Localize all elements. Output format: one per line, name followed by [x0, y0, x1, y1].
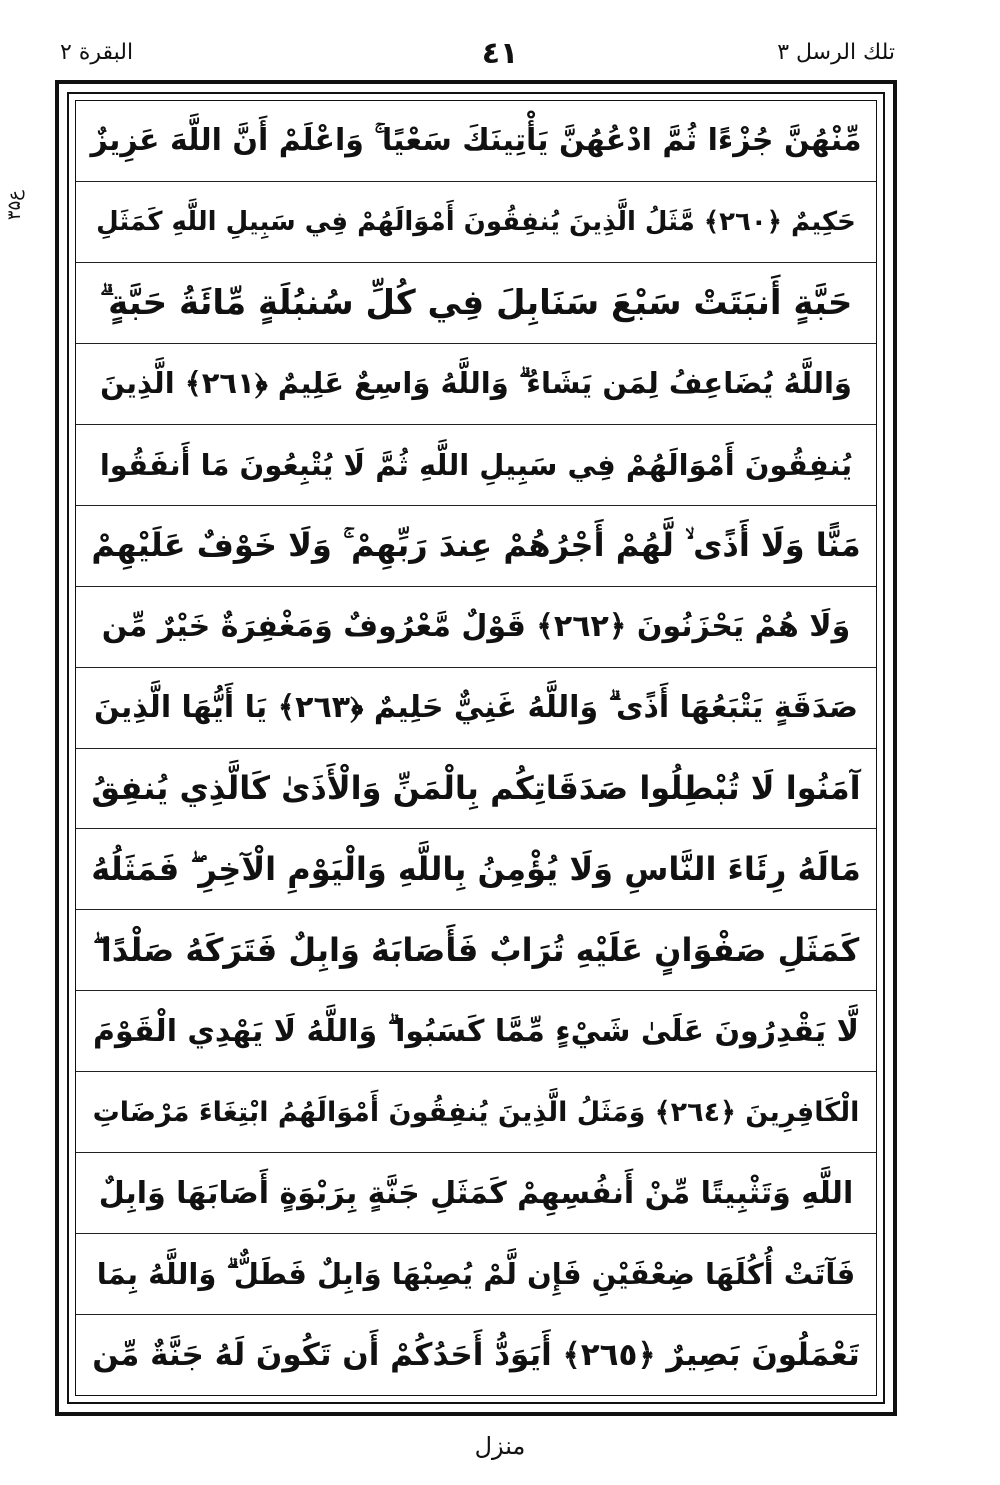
- verse-line: حَكِيمٌ ﴿٢٦٠﴾ مَّثَلُ الَّذِينَ يُنفِقُونَ أَمْوَالَهُمْ فِي سَبِيلِ اللَّهِ كَمَثَلِ: [76, 182, 876, 263]
- verse-line: وَلَا هُمْ يَحْزَنُونَ ﴿٢٦٢﴾ قَوْلٌ مَّعْرُوفٌ وَمَغْفِرَةٌ خَيْرٌ مِّن: [76, 587, 876, 668]
- verse-line: اللَّهِ وَتَثْبِيتًا مِّنْ أَنفُسِهِمْ كَمَثَلِ جَنَّةٍ بِرَبْوَةٍ أَصَابَهَا وَابِلٌ: [76, 1153, 876, 1234]
- surah-name-header: البقرة ۲: [60, 40, 134, 65]
- verse-line: مَالَهُ رِئَاءَ النَّاسِ وَلَا يُؤْمِنُ بِاللَّهِ وَالْيَوْمِ الْآخِرِ ۖ فَمَثَلُهُ: [76, 829, 876, 910]
- verse-line: مِّنْهُنَّ جُزْءًا ثُمَّ ادْعُهُنَّ يَأْتِينَكَ سَعْيًا ۚ وَاعْلَمْ أَنَّ اللَّهَ عَزِيزٌ: [76, 101, 876, 182]
- page-frame-inner: [67, 92, 885, 1404]
- verse-line: صَدَقَةٍ يَتْبَعُهَا أَذًى ۗ وَاللَّهُ غَنِيٌّ حَلِيمٌ ﴿٢٦٣﴾ يَا أَيُّهَا الَّذِينَ: [76, 668, 876, 749]
- verse-line: مَنًّا وَلَا أَذًى ۙ لَّهُمْ أَجْرُهُمْ عِندَ رَبِّهِمْ ۚ وَلَا خَوْفٌ عَلَيْهِمْ: [76, 506, 876, 587]
- page-frame: [55, 80, 897, 1416]
- verse-line: يُنفِقُونَ أَمْوَالَهُمْ فِي سَبِيلِ اللَّهِ ثُمَّ لَا يُتْبِعُونَ مَا أَنفَقُوا: [76, 425, 876, 506]
- verse-line: كَمَثَلِ صَفْوَانٍ عَلَيْهِ تُرَابٌ فَأَصَابَهُ وَابِلٌ فَتَرَكَهُ صَلْدًا ۖ: [76, 910, 876, 991]
- verse-line: فَآتَتْ أُكُلَهَا ضِعْفَيْنِ فَإِن لَّمْ يُصِبْهَا وَابِلٌ فَطَلٌّ ۗ وَاللَّهُ بِمَا: [76, 1234, 876, 1315]
- verse-line: وَاللَّهُ يُضَاعِفُ لِمَن يَشَاءُ ۗ وَاللَّهُ وَاسِعٌ عَلِيمٌ ﴿٢٦١﴾ الَّذِينَ: [76, 344, 876, 425]
- page-number: ٤١: [481, 36, 519, 71]
- verse-line: الْكَافِرِينَ ﴿٢٦٤﴾ وَمَثَلُ الَّذِينَ يُنفِقُونَ أَمْوَالَهُمُ ابْتِغَاءَ مَرْضَاتِ: [76, 1072, 876, 1153]
- juz-name-header: تلك الرسل ۳: [777, 40, 895, 65]
- verse-line: حَبَّةٍ أَنبَتَتْ سَبْعَ سَنَابِلَ فِي كُلِّ سُنبُلَةٍ مِّائَةُ حَبَّةٍ ۗ: [76, 263, 876, 344]
- verse-line: آمَنُوا لَا تُبْطِلُوا صَدَقَاتِكُم بِالْمَنِّ وَالْأَذَىٰ كَالَّذِي يُنفِقُ: [76, 749, 876, 830]
- verse-line: تَعْمَلُونَ بَصِيرٌ ﴿٢٦٥﴾ أَيَوَدُّ أَحَدُكُمْ أَن تَكُونَ لَهُ جَنَّةٌ مِّن: [92, 1337, 860, 1374]
- verse-line: لَّا يَقْدِرُونَ عَلَىٰ شَيْءٍ مِّمَّا كَسَبُوا ۗ وَاللَّهُ لَا يَهْدِي الْقَوْمَ: [76, 991, 876, 1072]
- manzil-footer: منزل: [474, 1432, 526, 1460]
- ruku-marker: ۳۵ع: [4, 190, 25, 221]
- verse-lines: [75, 100, 877, 1396]
